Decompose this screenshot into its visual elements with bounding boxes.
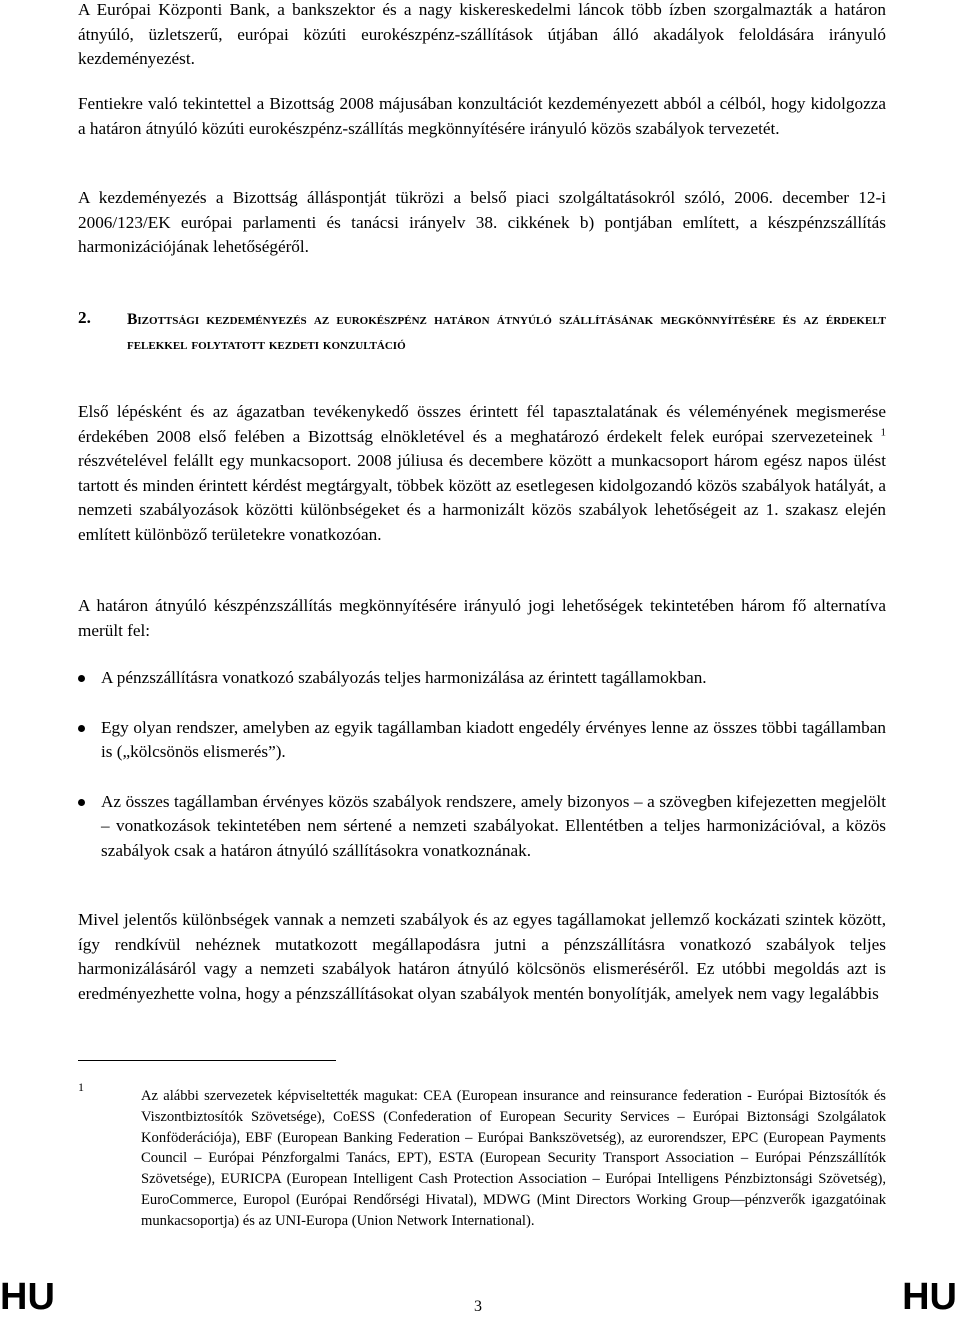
- section-number: 2.: [78, 308, 91, 327]
- paragraph-intro: A Európai Központi Bank, a bankszektor és a nagy kiskereskedelmi láncok több ízben szorgalmazták a határon átnyúló, üzletszerű, európai közúti eurokészpénz-szállítások útjában álló akadályok feloldására irányuló kezdeményezést.: [78, 0, 886, 69]
- list-item-text: Az összes tagállamban érvényes közös szabályok rendszere, amely bizonyos – a szövegben kifejezetten megjelölt – vonatkozások tekintetében nem sértené a nemzeti szabályokat. Ellentétben a teljes harmonizációval, a közös szabályok csak a határon átnyúló szállításokra vonatkoznának.: [101, 791, 886, 860]
- paragraph-working-group-part2: részvételével felállt egy munkacsoport. 2008 júliusa és decembere között a munkacsoport három egész napos ülést tartott és minden érintett kérdést megtárgyalt, többek között az esetlegesen kidolgozandó közös szabályok hatályát, a nemzeti szabályozások közötti különbségeket és a harmonizált közös szabályok lehetőségeit az 1. szakasz elején említett különböző területekre vonatkozóan.: [78, 451, 886, 544]
- list-item: [78, 790, 886, 864]
- footnote: [78, 1080, 886, 1232]
- footer-language-left: HU: [0, 1276, 55, 1318]
- page-number: 3: [474, 1298, 482, 1315]
- footer-language-right: HU: [902, 1276, 957, 1318]
- bullet-icon: [78, 675, 85, 682]
- paragraph-working-group: [78, 400, 886, 548]
- footnote-divider: [78, 1060, 336, 1061]
- list-item: [78, 666, 886, 691]
- list-item-text: Egy olyan rendszer, amelyben az egyik tagállamban kiadott engedély érvényes lenne az összes többi tagállamban is („kölcsönös elismerés”).: [101, 717, 886, 762]
- footnote-number: 1: [78, 1080, 84, 1094]
- paragraph-working-group-part1: Első lépésként és az ágazatban tevékenykedő összes érintett fél tapasztalatának és véleményének megismerése érdekében 2008 első felében a Bizottság elnökletével és a meghatározó érdekelt felek európai szervezeteinek: [78, 402, 886, 446]
- section-heading: [78, 308, 886, 357]
- list-item-text: A pénzszállításra vonatkozó szabályozás teljes harmonizálása az érintett tagállamokban.: [101, 668, 707, 687]
- list-item: [78, 716, 886, 765]
- paragraph-alternatives: A határon átnyúló készpénzszállítás megkönnyítésére irányuló jogi lehetőségek tekintetében három fő alternatíva merült fel:: [78, 596, 886, 640]
- footnote-text: Az alábbi szervezetek képviseltették magukat: CEA (European insurance and reinsurance federation - Európai Biztosítók és Viszontbiztosítók Szövetsége), CoESS (Confederation of European Security Services – Európai Biztonsági Szolgálatok Konföderációja), EBF (European Banking Federation – Európai Bankszövetség), az eurorendszer, EPC (European Payments Council – Európai Pénzforgalmi Tanács, EPT), ESTA (European Security Transport Association – Európai Pénzszállítók Szövetsége), EURICPA (European Intelligent Cash Protection Association – Európai Intelligens Pénzbiztonsági Szövetség), EuroCommerce, Europol (Európai Rendőrségi Hivatal), MDWG (Mint Directors Working Group—pénzverők igazgatóinak munkacsoportja) és az UNI-Europa (Union Network International).: [141, 1088, 886, 1229]
- bullet-icon: [78, 799, 85, 806]
- paragraph-differences: Mivel jelentős különbségek vannak a nemzeti szabályok és az egyes tagállamokat jellemző kockázati szintek között, így rendkívül nehéznek mutatkozott megállapodásra jutni a pénzszállításra vonatkozó szabályok teljes harmonizálásáról vagy a nemzeti szabályok határon átnyúló kölcsönös elismeréséről. Ez utóbbi megoldás azt is eredményezhette volna, hogy a pénzszállításokat olyan szabályok mentén bonyolítják, amelyek nem vagy legalábbis: [78, 910, 886, 1003]
- bullet-icon: [78, 725, 85, 732]
- section-title: Bizottsági kezdeményezés az eurokészpénz határon átnyúló szállításának megkönnyítésére és az érdekelt felekkel folytatott kezdeti konzultáció: [127, 311, 886, 353]
- alternatives-list: [78, 666, 886, 889]
- paragraph-consultation-launch: Fentiekre való tekintettel a Bizottság 2008 májusában konzultációt kezdeményezett abból a célból, hogy kidolgozza a határon átnyúló közúti eurokészpénz-szállítás megkönnyítésére irányuló közös szabályok tervezetét.: [78, 94, 886, 138]
- paragraph-directive-reference: A kezdeményezés a Bizottság álláspontját tükrözi a belső piaci szolgáltatásokról szóló, 2006. december 12-i 2006/123/EK európai parlamenti és tanácsi irányelv 38. cikkének b) pontjában említett, a készpénzszállítás harmonizációjának lehetőségéről.: [78, 188, 886, 257]
- footnote-reference[interactable]: 1: [880, 425, 887, 438]
